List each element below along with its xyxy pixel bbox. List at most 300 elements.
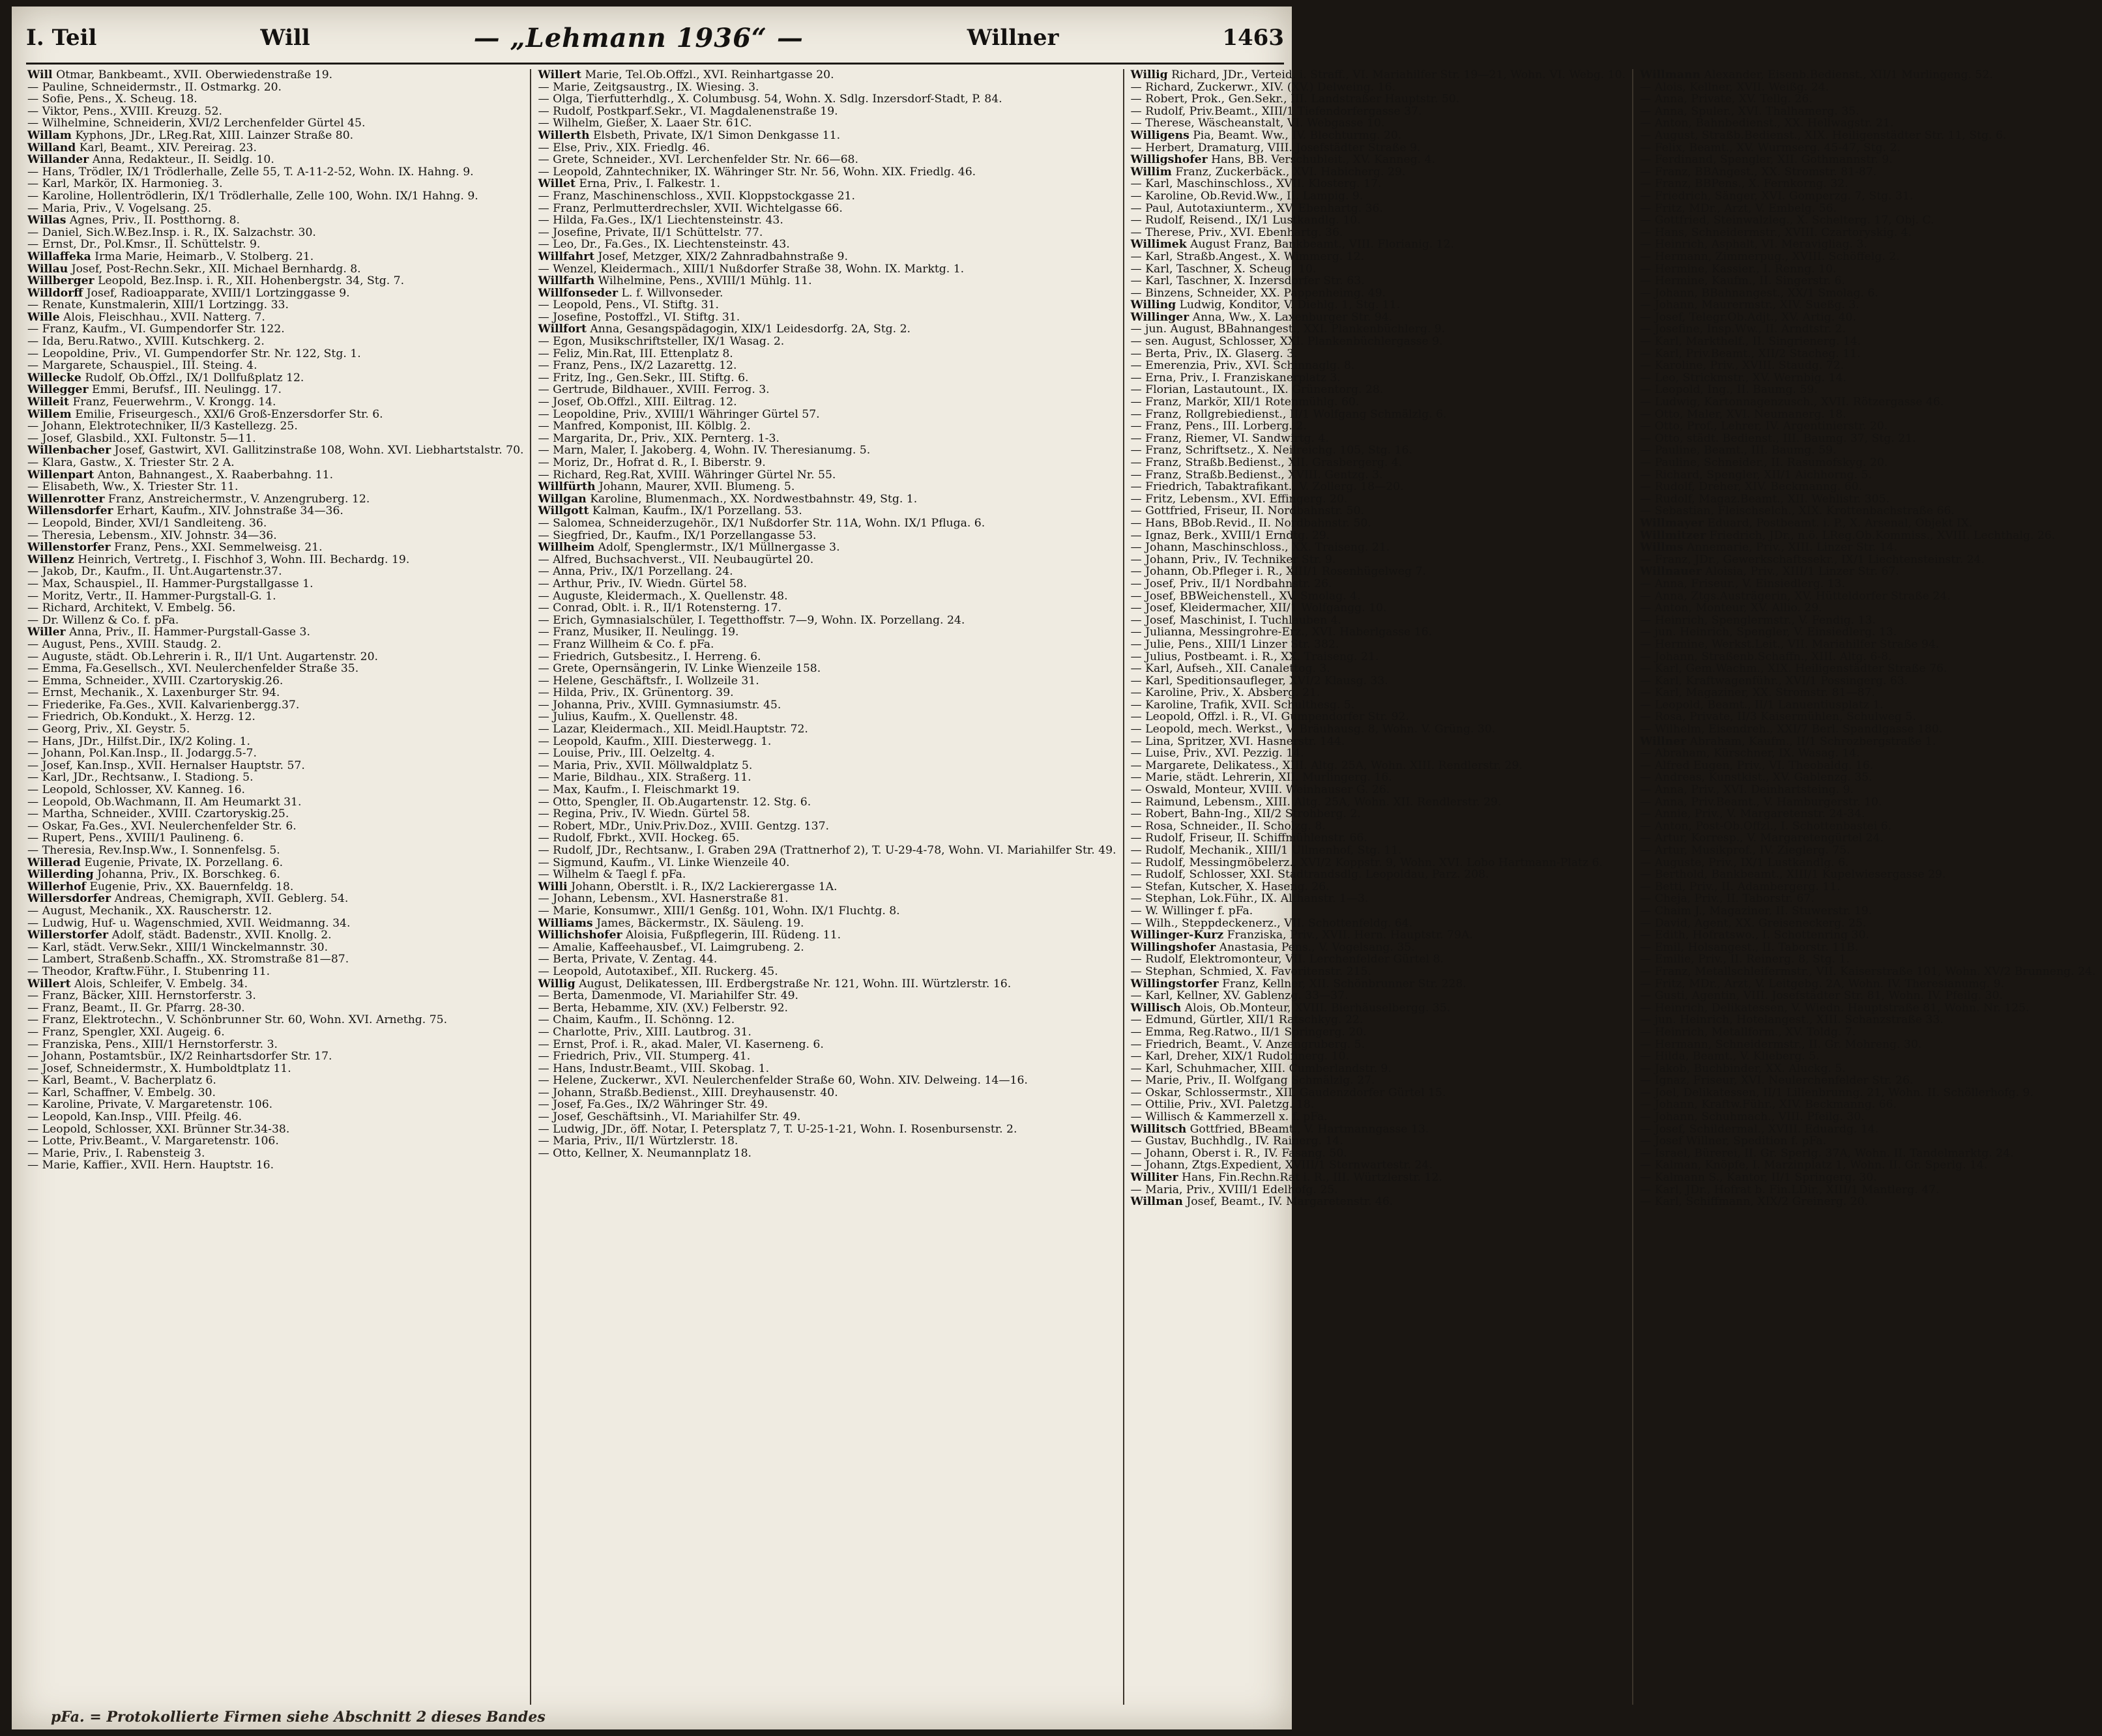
entry-text: — Karl, Straßb.Angest., X. Wimmerg. 12. (1130, 250, 1365, 263)
directory-entry (27, 457, 523, 469)
entry-text: — Karl, städt. Verw.Sekr., XIII/1 Winckelmannstr. 30. (27, 940, 328, 954)
surname: Willms (1640, 541, 1684, 555)
entry-text: Abraham, Kaufm., II/1 Schrozbergstraße 1. (1689, 734, 1936, 748)
directory-entry (27, 1148, 523, 1160)
directory-entry (1640, 420, 2095, 433)
entry-text: — Karoline, Private, V. Margaretenstr. 106. (27, 1098, 273, 1112)
entry-text: — Friedrich, Beamt., V. Anzengruberg. 5. (1130, 1037, 1365, 1051)
entry-text: — Otto, städt. Bedienst., III. Baumg. 37, Stg. 21. (1640, 431, 1916, 445)
entry-text: — Stephan, Lok.Führ., IX. Althanstr. 1—3. (1130, 892, 1369, 906)
entry-text: — August, Straßb.Bedienst., XIX. Heiligenstädter Str. 11, Stg. 6. (1640, 128, 2007, 142)
entry-text: — Anton, Monteur, XV. Allio. 29. (1640, 601, 1822, 615)
directory-entry (1131, 590, 1626, 603)
surname: Willingstorfer (1130, 977, 1219, 991)
page-header (26, 18, 1284, 57)
directory-entry (1640, 117, 2095, 130)
entry-text: — Moriz, Dr., Hofrat d. R., I. Biberstr. 9. (538, 456, 766, 469)
directory-entry (1640, 275, 2095, 287)
entry-text: — Johann, Straßenb.Schaffn., XIII. Altg. 6-8. (1640, 650, 1892, 663)
entry-text: Anastasia, Pens., V. Vogelsang. 35. (1219, 940, 1415, 954)
entry-text: — Maria, Priv., V. Vogelsang. 25. (27, 201, 212, 215)
directory-entry (1640, 190, 2095, 203)
directory-entry (538, 711, 1116, 723)
directory-entry (1640, 1196, 2095, 1208)
directory-entry (538, 106, 1116, 118)
entry-text: — Binzens, Schneider, XX. Pappenheimg. 49. (1130, 286, 1386, 300)
entry-text: — Artur, Musikprof., IV. Zieglerg. 75. (1640, 844, 1850, 857)
directory-entry (27, 1014, 523, 1026)
directory-entry (1640, 1026, 2095, 1039)
directory-entry (538, 881, 1116, 893)
entry-text: — Josef, Glasbild., XXI. Fultonstr. 5—11. (27, 431, 256, 445)
directory-entry (1131, 299, 1626, 311)
directory-entry (27, 711, 523, 723)
entry-text: — Rudolf, Priv.Beamt., XIII/1 Tiefendorfergasse 37. (1130, 104, 1422, 118)
directory-entry (1131, 929, 1626, 942)
entry-text: — Else, Priv., XIX. Friedlg. 46. (538, 141, 710, 154)
directory-entry (1640, 263, 2095, 276)
directory-entry (538, 1148, 1116, 1160)
directory-entry (27, 978, 523, 991)
directory-entry (1131, 1196, 1626, 1208)
entry-text: — August, Mechanik., XX. Rauscherstr. 12. (27, 904, 272, 918)
directory-entry (1131, 154, 1626, 166)
surname: Willeit (27, 396, 69, 409)
directory-entry (27, 299, 523, 311)
entry-text: — Friedrich, Priv., VII. Stumperg. 41. (538, 1050, 751, 1063)
entry-text: — Lina, Spritzer, XVI. Hasnerstr. 144. (1130, 734, 1345, 748)
entry-text: — Julianna, Messingrohre-Erz., XVI. Haberlgasse 16. (1130, 626, 1433, 639)
directory-entry (27, 336, 523, 348)
column-2 (530, 69, 1122, 1705)
entry-text: — Heinrich, Spenglermstr., V. Fendig. 13. (1640, 613, 1876, 627)
directory-entry (27, 857, 523, 869)
directory-title: — „Lehmann 1936“ — (473, 22, 804, 53)
entry-text: — Rudolf, Dreher, XIV. Beckmanng. 60. (1640, 480, 1863, 494)
directory-entry (1640, 1050, 2095, 1063)
entry-text: — Johann, Ztgs.Expedient, XVIII/1 Sternwartestr. 24. (1130, 1159, 1433, 1172)
directory-entry (1131, 505, 1626, 517)
directory-entry (27, 736, 523, 748)
entry-text: Richard, JDr., Verteid. i. Straff., VI. Mariahilfer Str. 19—21, Wohn. VI. Webg. 10. (1171, 68, 1626, 81)
surname: Willert (538, 68, 581, 81)
entry-text: — Franz, BBPens., X. Fernkorng. 32. (1640, 177, 1848, 191)
directory-entry (1131, 687, 1626, 699)
directory-entry (538, 808, 1116, 820)
directory-entry (1640, 336, 2095, 348)
surname: Williter (1130, 1171, 1178, 1185)
entry-text: — Leopold, Schlosser, XXI. Brünner Str.34-38. (27, 1122, 290, 1136)
directory-entry (27, 760, 523, 772)
directory-entry (1640, 178, 2095, 190)
directory-entry (1640, 1148, 2095, 1160)
surname: Willersdorfer (27, 892, 111, 906)
entry-text: — Salomea, Schneiderzugehör., IX/1 Nußdorfer Str. 11A, Wohn. IX/1 Pfluga. 6. (538, 516, 985, 530)
surname: Willman (1130, 1195, 1183, 1209)
directory-entry (538, 420, 1116, 433)
entry-text: — Fritz, MDr., Arzt, V. Embelg. 56. (1640, 201, 1837, 215)
entry-text: — Emil, Holsangest., II. Taborstr. 11B. (1640, 940, 1859, 954)
directory-entry (27, 590, 523, 603)
directory-entry (27, 420, 523, 433)
surname: Willenbacher (27, 444, 111, 457)
directory-entry (1640, 990, 2095, 1002)
surname: Willerstorfer (27, 929, 109, 942)
directory-entry (1131, 772, 1626, 784)
directory-entry (1640, 711, 2095, 723)
directory-entry (1131, 372, 1626, 384)
surname: Willheim (538, 541, 595, 555)
entry-text: — Willisch & Kammerzell x. f. pFa. (1130, 1110, 1328, 1124)
directory-entry (1131, 1159, 1626, 1172)
entry-text: — Franz, Straßb.Bedienst., XII. Grasbergerg. 4. (1130, 456, 1403, 469)
directory-entry (27, 687, 523, 699)
entry-text: — jun. Heinrich, Spengler, V. Einsiedlerg. 13. (1640, 626, 1897, 639)
directory-entry (538, 918, 1116, 930)
directory-entry (1640, 1099, 2095, 1111)
entry-text: — Johanna, Priv., XVIII. Gymnasiumstr. 45. (538, 698, 781, 712)
entry-text: — Leopold, Beamt., II/1 Lanuentiusplatz 1. (1640, 698, 1884, 712)
directory-entry (1131, 1087, 1626, 1099)
directory-entry (1131, 857, 1626, 869)
surname: Willensdorfer (27, 504, 113, 518)
directory-entry (27, 554, 523, 566)
directory-entry (1131, 1026, 1626, 1039)
directory-entry (538, 444, 1116, 457)
surname: Willitsch (1130, 1122, 1187, 1136)
entry-text: — jun. August, BBahnangest., XXI. Plankenbüchlerg. 9. (1130, 323, 1446, 336)
directory-entry (538, 469, 1116, 482)
entry-text: — Karl, Gem.Wachm., XIX. Heiligenstädter Straße 76. (1640, 662, 1948, 676)
directory-entry (27, 227, 523, 239)
directory-entry (27, 808, 523, 820)
directory-entry (27, 639, 523, 651)
entry-text: — Emma, Reg.Ratwo., II/1 Springerg. 20. (1130, 1025, 1367, 1039)
entry-text: — Franziska, Pens., XIII/1 Hernstorferstr. 3. (27, 1037, 278, 1051)
entry-text: Josef, Metzger, XIX/2 Zahnradbahnstraße 9. (598, 250, 848, 263)
entry-text: — jun. Heinrich, Hotelangest., XIII. Schanzstraße 33. (1640, 1013, 1944, 1027)
directory-entry (538, 311, 1116, 324)
directory-entry (538, 166, 1116, 179)
directory-entry (538, 626, 1116, 639)
entry-text: — Marie, Priv., I. Rabensteig 3. (27, 1146, 205, 1160)
directory-entry (538, 602, 1116, 615)
entry-text: — Charlotte, Priv., XIII. Lautbrog. 31. (538, 1025, 752, 1039)
entry-text: — Marie, Konsumwr., XIII/1 Genßg. 101, Wohn. IX/1 Fluchtg. 8. (538, 904, 900, 918)
directory-entry (1131, 93, 1626, 106)
directory-entry (538, 1123, 1116, 1136)
entry-text: Franz, Anstreichermstr., V. Anzengruberg. 12. (108, 492, 370, 506)
entry-text: — Abraham, Kürschner, IX. Wasag. 14. (1640, 747, 1860, 760)
directory-entry (1640, 1002, 2095, 1015)
entry-text: — Josefine, Insp.Ww., II. Arndtstr. 2. (1640, 323, 1846, 336)
surname: Will (27, 68, 53, 81)
entry-text: — Betti, Priv., II. Adambergerg. 11. (1640, 880, 1841, 893)
entry-text: — Franz, Pens., III. Lorberg. 2. (1130, 420, 1307, 433)
directory-entry (1640, 69, 2095, 81)
directory-entry (538, 832, 1116, 845)
entry-text: Hans, BB. Verschubleit., XV. Kanneg. 4. (1211, 153, 1435, 167)
directory-entry (27, 154, 523, 166)
directory-entry (1131, 554, 1626, 566)
entry-text: — Josef, BBWeichenstell., XV. Smolag. 4. (1130, 589, 1361, 603)
directory-entry (538, 275, 1116, 287)
directory-entry (538, 893, 1116, 905)
entry-text: Franz, Pens., XXI. Semmelweisg. 21. (114, 541, 323, 555)
directory-entry (1640, 675, 2095, 687)
entry-text: — Edith, Hofratswo., I. Schottenring 30. (1640, 929, 1869, 942)
entry-text: — Auguste, Kleidermach., X. Quellenstr. 48. (538, 589, 788, 603)
entry-text: — Friederike, Fa.Ges., XVII. Kalvarienbergg.37. (27, 698, 300, 712)
directory-entry (538, 796, 1116, 809)
directory-entry (1131, 978, 1626, 991)
directory-entry (538, 772, 1116, 784)
entry-text: — Leopold, Ob.Wachmann, II. Am Heumarkt 31. (27, 795, 302, 809)
entry-text: — Anna, Private, XV. Tellg. 26. (1640, 93, 1813, 106)
entry-text: — Egon, Musikschriftsteller, IX/1 Wasag. 2. (538, 335, 785, 349)
directory-entry (1131, 832, 1626, 845)
entry-text: — Karl, Schuhmacher, XIII. Cumberlandstr. 9. (1130, 1062, 1392, 1075)
directory-entry (1131, 1063, 1626, 1075)
entry-text: — Franz, Musiker, II. Neulingg. 19. (538, 626, 739, 639)
entry-text: — Rosa, Schneider., II. Scholzg. 8. (1130, 819, 1326, 833)
entry-text: — Renate, Kunstmalerin, XIII/1 Lortzingg. 33. (27, 298, 289, 312)
entry-text: — Martha, Schneider., XVIII. Czartoryskig.25. (27, 807, 289, 821)
entry-text: — Leopoldine, Priv., VI. Gumpendorfer Str. Nr. 122, Stg. 1. (27, 347, 361, 360)
entry-text: — Emerenzia, Priv., XVI. Schinnaglg. 8. (1130, 359, 1355, 373)
entry-text: Alois, Ob.Monteur, XVIII. Bierhäuselbergg. 35. (1184, 1001, 1451, 1015)
directory-entry (538, 203, 1116, 215)
surname: Willerhof (27, 880, 86, 893)
entry-text: — Ludwig, Kartonnagenzusch., XVII. Rötzergasse 46. (1640, 396, 1944, 409)
entry-text: — Johann, Pol.Kan.Insp., II. Jodargg.5-7. (27, 747, 257, 760)
surname: Willerding (27, 868, 94, 882)
entry-text: Anna, Redakteur., II. Seidlg. 10. (92, 153, 274, 167)
entry-text: — Hans, BBob.Revid., II. Nordbahnstr. 50. (1130, 516, 1371, 530)
entry-text: — Sigmund, Kaufm., VI. Linke Wienzeile 40. (538, 856, 790, 869)
directory-entry (1640, 384, 2095, 396)
directory-entry (1640, 481, 2095, 493)
directory-entry (27, 1135, 523, 1148)
entry-text: — Pauline, Schneidermstr., II. Ostmarkg. 20. (27, 80, 282, 94)
surname: Wille (27, 310, 60, 324)
directory-entry (1131, 1002, 1626, 1015)
entry-text: — Karl, Speditionsaufleger, XVI/2 Klausg. 33. (1130, 674, 1388, 687)
directory-entry (27, 311, 523, 324)
entry-text: — Franz, Beamt., II. Gr. Pfarrg. 28-30. (27, 1001, 245, 1015)
entry-text: — Moritz, Vertr., II. Hammer-Purgstall-G. 1. (27, 589, 276, 603)
directory-entry (1131, 530, 1626, 542)
surname: Willing (1130, 298, 1176, 312)
entry-text: — Marie, Priv., II. Wolfgang Schmälzlg. 27. (1130, 1074, 1375, 1088)
entry-text: — Josef, Fa.Ges., IX/2 Währinger Str. 49. (538, 1098, 768, 1112)
entry-text: — Alois, Kellner, XVII. Weißg. 24. (1640, 80, 1830, 94)
entry-text: — Julius, Postbeamt. i. R., XX. Traiseng. 21. (1130, 650, 1379, 663)
directory-entry (27, 384, 523, 396)
directory-entry (1640, 299, 2095, 311)
directory-entry (1640, 1039, 2095, 1051)
entry-text: — Hermine, Werkst.Leit., VII. Mariahilfer Straße 94. (1640, 637, 1940, 651)
directory-entry (1640, 1184, 2095, 1196)
entry-text: — Emma, Fa.Gesellsch., XVI. Neulerchenfelder Straße 35. (27, 662, 359, 676)
entry-text: — Helene, Zuckerwr., XVI. Neulerchenfelder Straße 60, Wohn. XIV. Delweing. 14—16. (538, 1074, 1028, 1088)
directory-entry (538, 857, 1116, 869)
entry-text: — Leo, Strickmstr., XV. Wernbig. 14. (1640, 371, 1847, 384)
directory-entry (1131, 69, 1626, 81)
directory-entry (538, 433, 1116, 445)
entry-text: — Joel, Delikatessen, II/1 Lilienbrunng. 21, Wohn. II. Schöllerhofg. 9. (1640, 1086, 2034, 1099)
directory-entry (1640, 699, 2095, 712)
entry-text: — Georg, Priv., XI. Geystr. 5. (27, 723, 190, 736)
entry-text: Kalman, Kaufm., IX/1 Porzellang. 53. (592, 504, 802, 518)
directory-entry (1640, 348, 2095, 360)
directory-entry (1131, 893, 1626, 905)
entry-text: — Hermine, Kassier., I. Renng. 10. (1640, 262, 1837, 276)
entry-text: — Lotte, Priv.Beamt., V. Margaretenstr. 106. (27, 1135, 279, 1148)
directory-entry (1131, 869, 1626, 881)
directory-entry (538, 81, 1116, 94)
directory-entry (538, 566, 1116, 578)
directory-entry (27, 1050, 523, 1063)
directory-entry (1640, 736, 2095, 748)
entry-text: — Heinrich, Metallform., XV. Toldg. 7. (1640, 1025, 1856, 1039)
directory-entry (1131, 130, 1626, 142)
entry-text: — Leopold, Ing., II. Baumg. 59. (1640, 383, 1818, 397)
entry-text: — Max, Kaufm., I. Fleischmarkt 19. (538, 783, 740, 797)
surname: Willig (538, 977, 576, 991)
directory-entry (1131, 639, 1626, 651)
directory-entry (1131, 166, 1626, 179)
directory-entry (27, 251, 523, 263)
entry-text: — Wilhelmine, Schneiderin, XVI/2 Lerchenfelder Gürtel 45. (27, 117, 366, 130)
directory-entry (27, 881, 523, 893)
surname: Willerad (27, 856, 81, 869)
entry-text: — Wilh., Steppdeckenerz., VII. Schottenfeldg. 64. (1130, 916, 1413, 930)
entry-text: — Leopold, Autotaxibef., XII. Ruckerg. 45. (538, 964, 778, 978)
entry-text: — Karl, JDr., Hofrat b. Fin.LDir., XIII/1 Mantlerg. 47. (1640, 1183, 1940, 1196)
surname: Willander (27, 153, 89, 167)
directory-entry (27, 481, 523, 493)
directory-entry (538, 348, 1116, 360)
entry-text: — Ludwig, JDr., öff. Notar, I. Petersplatz 7, T. U-25-1-21, Wohn. I. Rosenbursenstr. 2. (538, 1122, 1017, 1136)
directory-entry (538, 457, 1116, 469)
entry-text: Aloisia, Priv., XIII/1 Linzer Str. 67. (1705, 565, 1899, 579)
entry-text: — Berthold, Bankbeamt., XIII/1 Kupelwiesergasse 29. (1640, 868, 1946, 882)
column-1 (27, 69, 530, 1705)
directory-entry (538, 409, 1116, 421)
surname: Willmann (1640, 68, 1701, 81)
surname: Willas (27, 214, 66, 227)
entry-text: — Leopold, Zahntechniker, IX. Währinger Str. Nr. 56, Wohn. XIX. Friedlg. 46. (538, 165, 976, 179)
surname: Willinger-Kurz (1130, 929, 1224, 942)
entry-text: — Erna, Priv., I. Franziskanerplatz 3. (1130, 371, 1341, 384)
directory-entry (1131, 942, 1626, 954)
directory-entry (1640, 457, 2095, 469)
directory-entry (1131, 1135, 1626, 1148)
directory-entry (1640, 966, 2095, 978)
entry-text: — Franz, Riemer, VI. Sandwirtg. 4. (1130, 431, 1329, 445)
entry-text: — Jakob, Dr., Kaufm., II. Unt.Augartenstr.37. (27, 565, 282, 579)
entry-text: Johanna, Priv., IX. Borschkeg. 6. (97, 868, 280, 882)
directory-entry (27, 214, 523, 227)
directory-entry (27, 203, 523, 215)
directory-entry (1131, 820, 1626, 833)
directory-entry (538, 869, 1116, 881)
directory-entry (1131, 469, 1626, 482)
directory-entry (27, 772, 523, 784)
directory-entry (538, 190, 1116, 203)
directory-entry (1640, 542, 2095, 554)
directory-entry (1640, 784, 2095, 796)
directory-entry (1640, 433, 2095, 445)
entry-text: — sen. August, Schlosser, XXI. Plankenbüchlergasse 9. (1130, 335, 1443, 349)
directory-entry (1640, 820, 2095, 833)
entry-text: — Josef, Schildermal., XVIII. Eduardg. 14. (1640, 1122, 1879, 1136)
directory-entry (1640, 772, 2095, 784)
directory-entry (27, 675, 523, 687)
directory-entry (538, 687, 1116, 699)
entry-text: — Josefine, Private, II/1 Schüttelstr. 77. (538, 225, 763, 239)
directory-entry (538, 990, 1116, 1002)
part-label: I. Teil (26, 25, 97, 51)
entry-text: — Johann, Elektrotechniker, II/3 Kastellezg. 25. (27, 420, 298, 433)
entry-text: — Franz, Spengler, XXI. Augeig. 6. (27, 1025, 225, 1039)
entry-text: — Karoline, Hollentrödlerin, IX/1 Trödlerhalle, Zelle 100, Wohn. IX/1 Hahng. 9. (27, 189, 478, 203)
entry-text: Alois, Schleifer, V. Embelg. 34. (74, 977, 248, 991)
directory-entry (538, 905, 1116, 918)
directory-entry (538, 142, 1116, 154)
entry-text: — Margarete, Delikatess., XIII. Altg. 25A, Wohn. XIII. Rendlerstr. 29. (1130, 759, 1523, 772)
directory-entry (1131, 784, 1626, 796)
entry-text: Irma Marie, Heimarb., V. Stolberg. 21. (95, 250, 314, 263)
surname: Willmayer (1640, 516, 1704, 530)
directory-entry (1131, 747, 1626, 760)
entry-text: Karl, Beamt., XIV. Pereirag. 23. (79, 141, 257, 154)
entry-text: — Leopold, Binder, XVI/1 Sandleiteng. 36. (27, 516, 267, 530)
directory-entry (538, 384, 1116, 396)
entry-text: — W. Willinger f. pFa. (1130, 904, 1253, 918)
directory-entry (1131, 1039, 1626, 1051)
entry-text: — Franz, Perlmutterdrechsler, XVII. Wichtelgasse 66. (538, 201, 843, 215)
entry-text: August, Delikatessen, III. Erdbergstraße Nr. 121, Wohn. III. Würtzlerstr. 16. (579, 977, 1012, 991)
surname: Willfonseder (538, 286, 619, 300)
entry-text: Eugenie, Private, IX. Porzellang. 6. (84, 856, 284, 869)
entry-text: — Berta, Hebamme, XIV. (XV.) Felberstr. 92. (538, 1001, 789, 1015)
column-4 (1632, 69, 2102, 1705)
directory-entry (27, 1063, 523, 1075)
entry-text: Erna, Priv., I. Falkestr. 1. (579, 177, 720, 191)
entry-text: — Regina, Priv., IV. Wiedn. Gürtel 58. (538, 807, 750, 821)
directory-entry (1640, 444, 2095, 457)
entry-text: — Karl, Dreher, XIX/1 Rudolfinerg. 10. (1130, 1050, 1350, 1063)
entry-text: — Josef, Geschäftsinh., VI. Mariahilfer Str. 49. (538, 1110, 801, 1124)
entry-text: Josef, Radioapparate, XVIII/1 Lortzinggasse 9. (86, 286, 350, 300)
directory-entry (1640, 372, 2095, 384)
directory-entry (538, 554, 1116, 566)
directory-entry (538, 1014, 1116, 1026)
directory-entry (538, 493, 1116, 506)
directory-entry (1131, 444, 1626, 457)
entry-text: — Dr. Willenz & Co. f. pFa. (27, 613, 179, 627)
entry-text: — Josef, Schneidermstr., X. Humboldtplatz 11. (27, 1062, 291, 1075)
entry-text: — Friedrich, Ob.Kondukt., X. Herzg. 12. (27, 710, 255, 724)
entry-text: — Josef, Kleidermacher, XII/1 Wolfgangg. 10. (1130, 601, 1387, 615)
header-rule (26, 63, 1284, 65)
directory-entry (1131, 1050, 1626, 1063)
entry-text: — Grete, Opernsängerin, IV. Linke Wienzeile 158. (538, 662, 821, 676)
entry-text: — Herbert, Dramaturg, VIII. Josefstädter Straße 9. (1130, 141, 1421, 154)
directory-entry (1131, 1123, 1626, 1136)
